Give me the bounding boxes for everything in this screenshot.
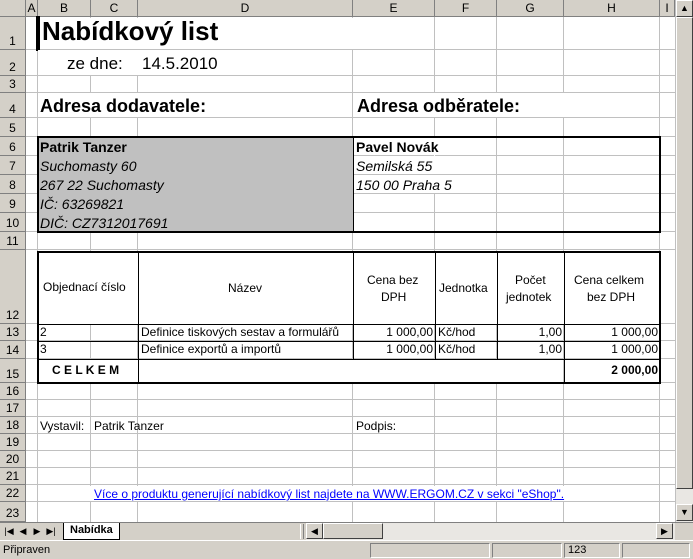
row-header-16[interactable]: 16 [0, 383, 26, 400]
horizontal-scrollbar[interactable] [306, 523, 675, 540]
scroll-left-button[interactable]: ◀ [306, 523, 323, 539]
h-scroll-thumb[interactable] [323, 523, 383, 539]
date-label: ze dne: [67, 54, 123, 73]
row-header-23[interactable]: 23 [0, 502, 26, 522]
item-price: 1 000,00 [386, 342, 433, 356]
vertical-scrollbar[interactable] [675, 0, 693, 522]
header-cell-qty [498, 253, 564, 324]
signature-label: Podpis: [356, 419, 397, 433]
column-header-b[interactable]: B [38, 0, 91, 17]
item-unit: Kč/hod [438, 325, 476, 339]
status-panel [492, 543, 562, 558]
customer-name: Pavel Novák [356, 139, 439, 155]
row-header-19[interactable]: 19 [0, 434, 26, 451]
scroll-down-button[interactable]: ▼ [676, 504, 693, 521]
gridline [354, 212, 659, 213]
issued-by-label: Vystavil: [40, 419, 85, 433]
row-header-11[interactable]: 11 [0, 232, 26, 250]
gridline [563, 138, 564, 231]
table-header-total-2: bez DPH [587, 290, 636, 304]
item-qty: 1,00 [538, 342, 562, 356]
item-unit: Kč/hod [438, 342, 476, 356]
gridline [26, 249, 675, 250]
row-header-7[interactable]: 7 [0, 156, 26, 175]
gridline [26, 467, 675, 468]
gridline [26, 484, 675, 485]
supplier-city: 267 22 Suchomasty [40, 177, 164, 193]
total-empty-cell [139, 360, 563, 382]
customer-city: 150 00 Praha 5 [356, 177, 452, 193]
scroll-thumb[interactable] [676, 17, 693, 489]
issued-by-value: Patrik Tanzer [94, 419, 164, 433]
supplier-dic: DIČ: CZ7312017691 [40, 215, 169, 231]
column-header-c[interactable]: C [91, 0, 138, 17]
customer-heading: Adresa odběratele: [357, 96, 521, 116]
gridline [26, 416, 675, 417]
row-header-8[interactable]: 8 [0, 175, 26, 194]
footer-link[interactable]: Více o produktu generující nabídkový list najdete na WWW.ERGOM.CZ v sekci "eShop". [94, 487, 565, 501]
num-lock-panel [564, 543, 620, 558]
row-header-12[interactable]: 12 [0, 250, 26, 324]
page-title: Nabídkový list [42, 16, 219, 46]
row-header-10[interactable]: 10 [0, 213, 26, 232]
table-header-order-no: Objednací číslo [43, 280, 126, 294]
table-header-total-1: Cena celkem [574, 273, 645, 287]
column-header-d[interactable]: D [138, 0, 353, 17]
select-all-corner[interactable] [0, 0, 26, 17]
item-total: 1 000,00 [611, 325, 658, 339]
row-header-15[interactable]: 15 [0, 359, 26, 383]
item-order-no: 3 [40, 342, 47, 356]
status-panel [370, 543, 490, 558]
gridline [496, 138, 497, 231]
customer-street: Semilská 55 [356, 158, 433, 174]
column-header-h[interactable]: H [564, 0, 660, 17]
row-header-20[interactable]: 20 [0, 451, 26, 468]
row-header-1[interactable]: 1 [0, 17, 26, 50]
supplier-ic: IČ: 63269821 [40, 196, 125, 212]
item-total: 1 000,00 [611, 342, 658, 356]
prev-sheet-icon[interactable]: ◀ [19, 526, 27, 536]
column-header-f[interactable]: F [435, 0, 497, 17]
item-name: Definice exportů a importů [141, 342, 282, 356]
item-price: 1 000,00 [386, 325, 433, 339]
gridline [26, 117, 675, 118]
supplier-name: Patrik Tanzer [40, 139, 127, 155]
scroll-up-button[interactable]: ▲ [676, 0, 693, 17]
next-sheet-icon[interactable]: ▶ [33, 526, 41, 536]
table-header-name: Název [228, 281, 263, 295]
last-sheet-icon[interactable]: ▶| [46, 526, 56, 536]
gridline [26, 450, 675, 451]
gridline [26, 399, 675, 400]
num-lock-indicator: 123 [568, 544, 587, 556]
total-value: 2 000,00 [611, 363, 658, 377]
table-header-qty-1: Počet [515, 273, 546, 287]
column-header-e[interactable]: E [353, 0, 435, 17]
row-header-4[interactable]: 4 [0, 93, 26, 118]
total-label: C E L K E M [52, 363, 120, 377]
scroll-right-button[interactable]: ▶ [656, 523, 673, 539]
status-bar [0, 540, 693, 559]
status-text: Připraven [3, 544, 51, 556]
supplier-heading: Adresa dodavatele: [40, 96, 207, 116]
gridline [354, 193, 659, 194]
item-name: Definice tiskových sestav a formulářů [141, 325, 340, 339]
table-header-unit: Jednotka [439, 281, 488, 295]
date-value: 14.5.2010 [142, 54, 218, 73]
row-header-3[interactable]: 3 [0, 76, 26, 93]
row-header-17[interactable]: 17 [0, 400, 26, 417]
row-header-13[interactable]: 13 [0, 324, 26, 341]
item-qty: 1,00 [538, 325, 562, 339]
header-cell-total [565, 253, 659, 324]
row-header-9[interactable]: 9 [0, 194, 26, 213]
row-header-6[interactable]: 6 [0, 137, 26, 156]
column-header-g[interactable]: G [497, 0, 564, 17]
item-order-no: 2 [40, 325, 47, 339]
row-header-14[interactable]: 14 [0, 341, 26, 359]
sheet-tab-nabidka[interactable]: Nabídka [63, 523, 120, 540]
header-cell-price [354, 253, 435, 324]
first-sheet-icon[interactable]: |◀ [4, 526, 14, 536]
column-header-i[interactable]: I [660, 0, 675, 17]
table-header-qty-2: jednotek [506, 290, 552, 304]
gridline [26, 433, 675, 434]
gridline [26, 501, 675, 502]
gridline [26, 75, 675, 76]
row-header-2[interactable]: 2 [0, 50, 26, 76]
tab-split-handle[interactable] [300, 524, 304, 539]
row-header-22[interactable]: 22 [0, 485, 26, 502]
row-header-18[interactable]: 18 [0, 417, 26, 434]
row-header-5[interactable]: 5 [0, 118, 26, 137]
supplier-street: Suchomasty 60 [40, 158, 137, 174]
table-header-price-2: DPH [381, 290, 407, 304]
column-header-a[interactable]: A [26, 0, 38, 17]
status-panel [622, 543, 690, 558]
sheet-tab-bar [0, 522, 693, 540]
table-header-price-1: Cena bez [367, 273, 419, 287]
row-header-21[interactable]: 21 [0, 468, 26, 485]
